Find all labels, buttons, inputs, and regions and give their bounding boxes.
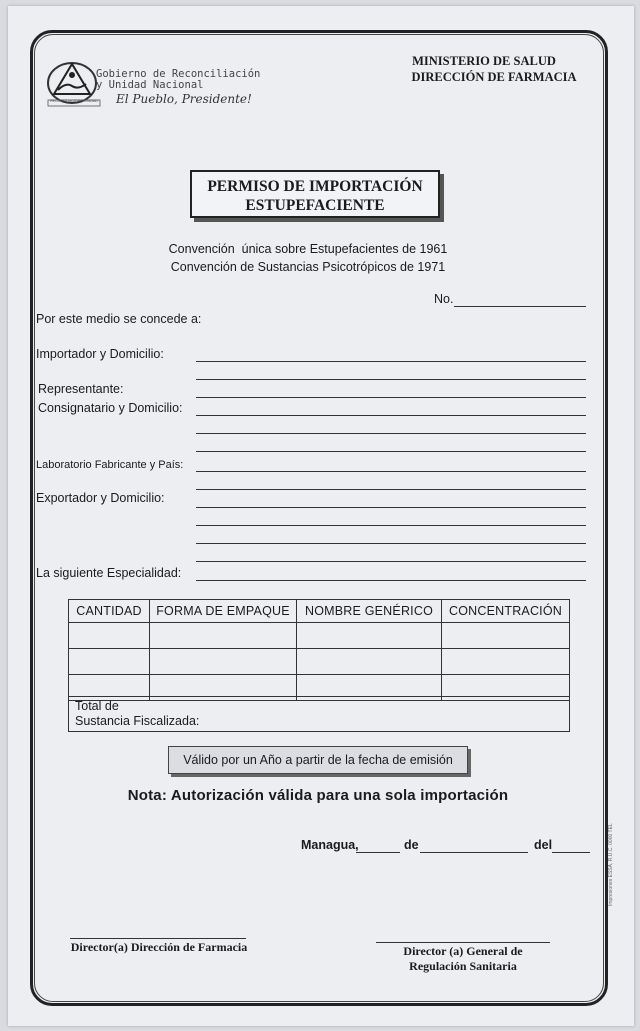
table-cell[interactable] bbox=[297, 649, 442, 675]
printer-imprint: Impresiones ESSA, R.U.C. 0000 TEL bbox=[608, 823, 614, 906]
total-label-line1: Total de bbox=[75, 699, 119, 713]
convention-1961: Convención única sobre Estupefacientes de 1961 bbox=[168, 242, 448, 256]
table-row bbox=[69, 623, 570, 649]
exporter-field-4[interactable] bbox=[196, 561, 586, 562]
ministry-name: MINISTERIO DE SALUD bbox=[412, 54, 556, 68]
number-field[interactable] bbox=[454, 306, 586, 307]
table-cell[interactable] bbox=[442, 623, 570, 649]
signature-left-title: Director(a) Dirección de Farmacia bbox=[70, 940, 248, 954]
date-place-label: Managua, bbox=[301, 838, 359, 852]
table-cell[interactable] bbox=[150, 623, 297, 649]
date-month-field[interactable] bbox=[420, 852, 528, 853]
representative-label: Representante: bbox=[38, 382, 124, 396]
importer-field-2[interactable] bbox=[196, 379, 586, 380]
consignee-field-3[interactable] bbox=[196, 451, 586, 452]
number-label: No. bbox=[434, 292, 454, 306]
total-substance-box[interactable] bbox=[68, 696, 570, 732]
government-slogan: El Pueblo, Presidente! bbox=[116, 92, 252, 106]
exporter-field-3[interactable] bbox=[196, 543, 586, 544]
signature-line-right[interactable] bbox=[376, 942, 550, 943]
form-title-line1: PERMISO DE IMPORTACIÓN bbox=[207, 178, 423, 195]
table-header-row bbox=[69, 600, 570, 623]
laboratory-field-2[interactable] bbox=[196, 489, 586, 490]
total-label-line2: Sustancia Fiscalizada: bbox=[75, 714, 200, 728]
specialty-label: La siguiente Especialidad: bbox=[36, 566, 182, 580]
table-row bbox=[69, 649, 570, 675]
form-title-line2: ESTUPEFACIENTE bbox=[245, 197, 385, 214]
table-cell[interactable] bbox=[297, 623, 442, 649]
exporter-field-2[interactable] bbox=[196, 525, 586, 526]
directorate-name: DIRECCIÓN DE FARMACIA bbox=[411, 70, 577, 84]
consignee-field-2[interactable] bbox=[196, 433, 586, 434]
representative-field[interactable] bbox=[196, 397, 586, 398]
exporter-label: Exportador y Domicilio: bbox=[36, 491, 165, 505]
importer-label: Importador y Domicilio: bbox=[36, 347, 164, 361]
validity-notice: Válido por un Año a partir de la fecha de emisión bbox=[168, 746, 468, 774]
column-concentration: CONCENTRACIÓN bbox=[442, 600, 570, 623]
government-name-line1: Gobierno de Reconciliación bbox=[96, 68, 261, 80]
specialty-field[interactable] bbox=[196, 580, 586, 581]
signature-line-left[interactable] bbox=[70, 938, 246, 939]
signature-right-title-line2: Regulación Sanitaria bbox=[409, 959, 517, 973]
column-quantity: CANTIDAD bbox=[69, 600, 150, 623]
date-year-field[interactable] bbox=[552, 852, 590, 853]
logo-caption: RECONCILIACIÓN Y UNIDAD bbox=[50, 99, 98, 103]
substance-table bbox=[68, 599, 570, 701]
exporter-field[interactable] bbox=[196, 507, 586, 508]
table-cell[interactable] bbox=[69, 623, 150, 649]
laboratory-label: Laboratorio Fabricante y País: bbox=[36, 459, 184, 471]
date-de-label: de bbox=[404, 838, 419, 852]
intro-text: Por este medio se concede a: bbox=[36, 312, 202, 326]
convention-1971: Convención de Sustancias Psicotrópicos de 1971 bbox=[170, 260, 446, 274]
signature-right-title-line1: Director (a) General de bbox=[403, 944, 523, 958]
single-import-note: Nota: Autorización válida para una sola importación bbox=[127, 787, 509, 804]
government-name-line2: y Unidad Nacional bbox=[96, 79, 204, 91]
consignee-field[interactable] bbox=[196, 415, 586, 416]
consignee-label: Consignatario y Domicilio: bbox=[38, 401, 183, 415]
form-title-box bbox=[190, 170, 440, 218]
table-cell[interactable] bbox=[442, 649, 570, 675]
laboratory-field[interactable] bbox=[196, 471, 586, 472]
date-day-field[interactable] bbox=[356, 852, 400, 853]
form-sheet bbox=[8, 6, 634, 1026]
column-generic-name: NOMBRE GENÉRICO bbox=[297, 600, 442, 623]
importer-field[interactable] bbox=[196, 361, 586, 362]
date-del-label: del bbox=[534, 838, 553, 852]
column-packaging: FORMA DE EMPAQUE bbox=[150, 600, 297, 623]
table-cell[interactable] bbox=[69, 649, 150, 675]
table-cell[interactable] bbox=[150, 649, 297, 675]
